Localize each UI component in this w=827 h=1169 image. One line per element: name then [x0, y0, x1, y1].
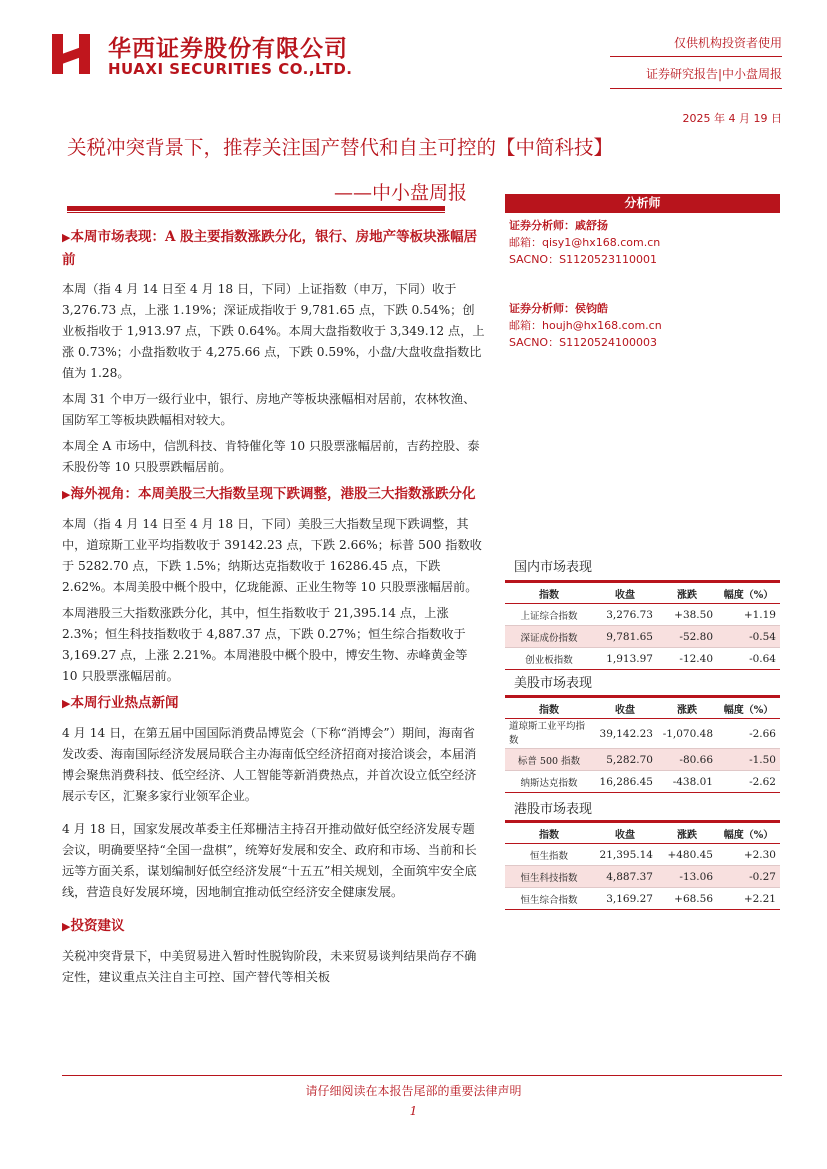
analyst-sac: SACNO：S1120523110001: [509, 253, 658, 266]
company-logo: [46, 30, 94, 78]
table-row: 纳斯达克指数 16,286.45 -438.01 -2.62: [505, 771, 780, 793]
hk-market-table: [505, 820, 780, 910]
report-date: 2025 年 4 月 19 日: [682, 112, 782, 125]
triangle-icon: ▶: [62, 920, 71, 933]
section-heading: ▶本周市场表现：A 股主要指数涨跌分化，银行、房地产等板块涨幅居前: [62, 229, 478, 268]
col-header: 收盘: [593, 697, 657, 719]
table-row: 创业板指数 1,913.97 -12.40 -0.64: [505, 648, 780, 670]
paragraph: 关税冲突背景下，中美贸易进入暂时性脱钩阶段，未来贸易谈判结果尚存不确定性，建议重点关注自主可控、国产替代等相关板: [62, 949, 477, 984]
paragraph: 本周（指 4 月 14 日至 4 月 18 日，下同）美股三大指数呈现下跌调整，其中，道琼斯工业平均指数收于 39142.23 点，下跌 2.66%；标普 500 指数收于 5282.70 点，下跌 1.5%；纳斯达克指数收于 16286.45 点，下跌 2.62%。本周美股中概个股中，亿珑能源、正业生物等 10 只股票涨幅居前。: [62, 517, 482, 594]
report-title: 关税冲突背景下，推荐关注国产替代和自主可控的【中简科技】: [67, 136, 614, 159]
analyst-name: 证券分析师：侯钧皓: [509, 302, 608, 315]
paragraph: 本周 31 个申万一级行业中，银行、房地产等板块涨幅相对居前，农林牧渔、国防军工等板块跌幅相对较大。: [62, 392, 476, 427]
table-row: 上证综合指数 3,276.73 +38.50 +1.19: [505, 604, 780, 626]
col-header: 涨跌: [657, 582, 717, 604]
analyst-sac: SACNO：S1120524100003: [509, 336, 658, 349]
analyst-card: [509, 217, 660, 268]
table-row: 恒生综合指数 3,169.27 +68.56 +2.21: [505, 888, 780, 910]
col-header: 幅度（%）: [717, 582, 780, 604]
header-divider: [610, 56, 782, 57]
paragraph: 4 月 18 日，国家发展改革委主任郑栅洁主持召开推动做好低空经济发展专题会议，明确要坚持“全国一盘棋”，统筹好发展和安全、政府和市场、当前和长远等方面关系，谋划编制好低空经济发展“十五五”相关规划，全面筑牢安全底线，营造良好发展环境，因地制宜推动低空经济安全健康发展。: [62, 822, 477, 899]
title-rule: [67, 206, 445, 211]
paragraph: 本周全 A 市场中，信凯科技、肯特催化等 10 只股票涨幅居前，吉药控股、泰禾股份等 10 只股票跌幅居前。: [62, 439, 480, 474]
col-header: 收盘: [593, 582, 657, 604]
domestic-market-table: [505, 580, 780, 670]
paragraph: 4 月 14 日，在第五届中国国际消费品博览会（下称“消博会”）期间，海南省发改委、海南国际经济发展局联合主办海南低空经济招商对接洽谈会，本届消博会聚焦消费科技、低空经济、人工智能等新消费热点，并首次设立低空经济展示专区，汇聚多家行业领军企业。: [62, 726, 477, 803]
analyst-card: [509, 300, 662, 351]
triangle-icon: ▶: [62, 488, 71, 501]
table-row: 道琼斯工业平均指数 39,142.23 -1,070.48 -2.66: [505, 719, 780, 749]
us-market-title: 美股市场表现: [514, 676, 593, 691]
company-name-en: HUAXI SECURITIES CO.,LTD.: [108, 60, 353, 78]
col-header: 幅度（%）: [717, 697, 780, 719]
header-divider: [610, 88, 782, 89]
triangle-icon: ▶: [62, 697, 71, 710]
hk-market-title: 港股市场表现: [514, 802, 593, 817]
analyst-heading: 分析师: [505, 194, 780, 213]
col-header: 指数: [505, 822, 593, 844]
report-type: 证券研究报告|中小盘周报: [645, 67, 782, 81]
col-header: 涨跌: [657, 822, 717, 844]
company-name-cn: 华西证券股份有限公司: [108, 36, 348, 62]
table-row: 恒生科技指数 4,887.37 -13.06 -0.27: [505, 866, 780, 888]
analyst-email[interactable]: 邮箱：houjh@hx168.com.cn: [509, 319, 662, 332]
col-header: 幅度（%）: [717, 822, 780, 844]
main-content: [62, 226, 486, 993]
section-heading: ▶海外视角：本周美股三大指数呈现下跌调整，港股三大指数涨跌分化: [62, 486, 476, 502]
analyst-name: 证券分析师：戚舒扬: [509, 219, 608, 232]
title-rule-thin: [67, 212, 445, 213]
table-row: 恒生指数 21,395.14 +480.45 +2.30: [505, 844, 780, 866]
domestic-market-title: 国内市场表现: [514, 560, 593, 575]
col-header: 指数: [505, 582, 593, 604]
audience-notice: 仅供机构投资者使用: [673, 36, 782, 50]
analyst-email[interactable]: 邮箱：qisy1@hx168.com.cn: [509, 236, 661, 249]
table-row: 标普 500 指数 5,282.70 -80.66 -1.50: [505, 749, 780, 771]
us-market-table: [505, 695, 780, 793]
table-row: 深证成份指数 9,781.65 -52.80 -0.54: [505, 626, 780, 648]
col-header: 指数: [505, 697, 593, 719]
page-number: 1: [409, 1104, 418, 1118]
triangle-icon: ▶: [62, 231, 71, 244]
paragraph: 本周港股三大指数涨跌分化，其中，恒生指数收于 21,395.14 点，上涨 2.3%；恒生科技指数收于 4,887.37 点，下跌 0.27%；恒生综合指数收于 3,169.27 点，上涨 2.21%。本周港股中概个股中，博安生物、赤峰黄金等 10 只股票涨幅居前。: [62, 606, 468, 683]
col-header: 涨跌: [657, 697, 717, 719]
footer-divider: [62, 1075, 782, 1076]
paragraph: 本周（指 4 月 14 日至 4 月 18 日，下同）上证指数（申万，下同）收于 3,276.73 点，上涨 1.19%；深证成指收于 9,781.65 点，下跌 0.54%；创业板指收于 1,913.97 点，下跌 0.64%。本周大盘指数收于 3,349.12 点，上涨 0.73%；小盘指数收于 4,275.66 点，下跌 0.59%，小盘/大盘收盘指数比值为 1.28。: [62, 282, 485, 380]
report-subtitle: ——中小盘周报: [333, 182, 467, 204]
section-heading: ▶本周行业热点新闻: [62, 695, 179, 711]
col-header: 收盘: [593, 822, 657, 844]
footer-disclaimer: 请仔细阅读在本报告尾部的重要法律声明: [305, 1084, 522, 1098]
section-heading: ▶投资建议: [62, 918, 125, 934]
